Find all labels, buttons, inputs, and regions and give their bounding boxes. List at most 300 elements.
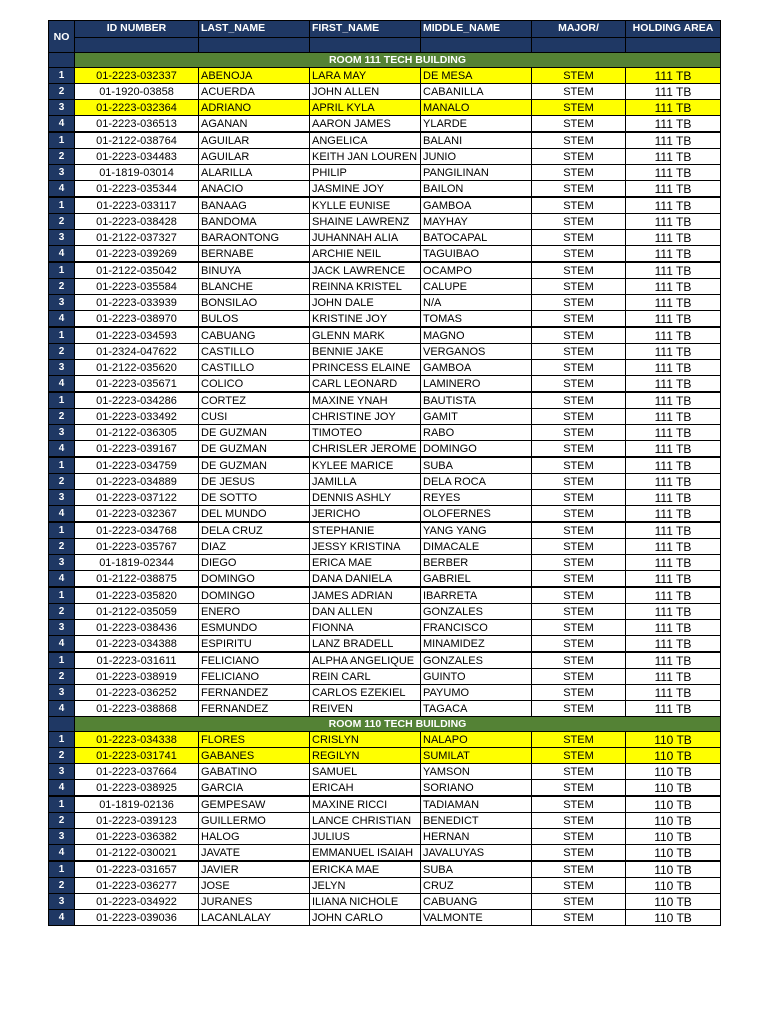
middle-name-cell[interactable]: REYES [421, 490, 532, 506]
major-cell[interactable]: STEM [532, 732, 626, 748]
last-name-cell[interactable]: AGUILAR [199, 149, 310, 165]
row-no-cell[interactable]: 2 [49, 813, 75, 829]
id-number-cell[interactable]: 01-2223-038436 [75, 620, 199, 636]
id-number-cell[interactable]: 01-2223-034593 [75, 327, 199, 344]
major-cell[interactable]: STEM [532, 910, 626, 926]
last-name-cell[interactable]: GUILLERMO [199, 813, 310, 829]
middle-name-cell[interactable]: MINAMIDEZ [421, 636, 532, 653]
last-name-cell[interactable]: DE JESUS [199, 474, 310, 490]
row-no-cell[interactable]: 2 [49, 669, 75, 685]
last-name-cell[interactable]: ABENOJA [199, 68, 310, 84]
middle-name-cell[interactable]: BAUTISTA [421, 392, 532, 409]
middle-name-cell[interactable]: CABANILLA [421, 84, 532, 100]
middle-name-cell[interactable]: IBARRETA [421, 587, 532, 604]
row-no-cell[interactable]: 3 [49, 295, 75, 311]
holding-area-cell[interactable]: 111 TB [626, 587, 721, 604]
row-no-cell[interactable]: 3 [49, 829, 75, 845]
id-number-cell[interactable]: 01-2223-033117 [75, 197, 199, 214]
last-name-cell[interactable]: BANDOMA [199, 214, 310, 230]
id-number-cell[interactable]: 01-2223-036252 [75, 685, 199, 701]
middle-name-cell[interactable]: BAILON [421, 181, 532, 198]
row-no-cell[interactable]: 1 [49, 262, 75, 279]
major-cell[interactable]: STEM [532, 84, 626, 100]
last-name-cell[interactable]: JURANES [199, 894, 310, 910]
middle-name-cell[interactable]: JUNIO [421, 149, 532, 165]
middle-name-cell[interactable]: YLARDE [421, 116, 532, 133]
middle-name-cell[interactable]: TOMAS [421, 311, 532, 328]
middle-name-cell[interactable]: SUMILAT [421, 748, 532, 764]
first-name-cell[interactable]: DAN ALLEN [310, 604, 421, 620]
id-number-cell[interactable]: 01-2223-034889 [75, 474, 199, 490]
id-number-cell[interactable]: 01-2223-035820 [75, 587, 199, 604]
major-cell[interactable]: STEM [532, 311, 626, 328]
row-no-cell[interactable]: 1 [49, 652, 75, 669]
last-name-cell[interactable]: ADRIANO [199, 100, 310, 116]
holding-area-cell[interactable]: 111 TB [626, 539, 721, 555]
first-name-cell[interactable]: PRINCESS ELAINE [310, 360, 421, 376]
holding-area-cell[interactable]: 111 TB [626, 620, 721, 636]
first-name-cell[interactable]: FIONNA [310, 620, 421, 636]
row-no-cell[interactable]: 1 [49, 796, 75, 813]
last-name-cell[interactable]: JAVATE [199, 845, 310, 862]
row-no-cell[interactable]: 4 [49, 376, 75, 393]
last-name-cell[interactable]: JAVIER [199, 861, 310, 878]
holding-area-cell[interactable]: 111 TB [626, 652, 721, 669]
id-number-cell[interactable]: 01-2223-034388 [75, 636, 199, 653]
major-cell[interactable]: STEM [532, 894, 626, 910]
id-number-cell[interactable]: 01-2223-038925 [75, 780, 199, 797]
first-name-cell[interactable]: STEPHANIE [310, 522, 421, 539]
major-cell[interactable]: STEM [532, 878, 626, 894]
first-name-cell[interactable]: PHILIP [310, 165, 421, 181]
last-name-cell[interactable]: BLANCHE [199, 279, 310, 295]
last-name-cell[interactable]: ESMUNDO [199, 620, 310, 636]
row-no-cell[interactable]: 1 [49, 327, 75, 344]
id-number-cell[interactable]: 01-2223-034922 [75, 894, 199, 910]
holding-area-cell[interactable]: 111 TB [626, 392, 721, 409]
row-no-cell[interactable]: 1 [49, 457, 75, 474]
id-number-cell[interactable]: 01-2223-035767 [75, 539, 199, 555]
first-name-cell[interactable]: MAXINE YNAH [310, 392, 421, 409]
first-name-cell[interactable]: JAMES ADRIAN [310, 587, 421, 604]
header-last-name[interactable]: LAST_NAME [199, 21, 310, 38]
major-cell[interactable]: STEM [532, 197, 626, 214]
row-no-cell[interactable]: 3 [49, 894, 75, 910]
row-no-cell[interactable]: 2 [49, 344, 75, 360]
major-cell[interactable]: STEM [532, 295, 626, 311]
row-no-cell[interactable]: 1 [49, 197, 75, 214]
id-number-cell[interactable]: 01-2223-036513 [75, 116, 199, 133]
first-name-cell[interactable]: JELYN [310, 878, 421, 894]
id-number-cell[interactable]: 01-2223-032367 [75, 506, 199, 523]
holding-area-cell[interactable]: 111 TB [626, 360, 721, 376]
middle-name-cell[interactable]: DE MESA [421, 68, 532, 84]
first-name-cell[interactable]: JULIUS [310, 829, 421, 845]
major-cell[interactable]: STEM [532, 230, 626, 246]
last-name-cell[interactable]: FERNANDEZ [199, 685, 310, 701]
holding-area-cell[interactable]: 110 TB [626, 878, 721, 894]
first-name-cell[interactable]: ALPHA ANGELIQUE [310, 652, 421, 669]
holding-area-cell[interactable]: 111 TB [626, 214, 721, 230]
last-name-cell[interactable]: JOSE [199, 878, 310, 894]
holding-area-cell[interactable]: 111 TB [626, 425, 721, 441]
major-cell[interactable]: STEM [532, 474, 626, 490]
row-no-cell[interactable]: 4 [49, 311, 75, 328]
id-number-cell[interactable]: 01-2223-038919 [75, 669, 199, 685]
major-cell[interactable]: STEM [532, 100, 626, 116]
holding-area-cell[interactable]: 111 TB [626, 474, 721, 490]
first-name-cell[interactable]: CHRISTINE JOY [310, 409, 421, 425]
first-name-cell[interactable]: DENNIS ASHLY [310, 490, 421, 506]
holding-area-cell[interactable]: 110 TB [626, 732, 721, 748]
last-name-cell[interactable]: DE GUZMAN [199, 457, 310, 474]
id-number-cell[interactable]: 01-2223-037122 [75, 490, 199, 506]
id-number-cell[interactable]: 01-2122-037327 [75, 230, 199, 246]
middle-name-cell[interactable]: MANALO [421, 100, 532, 116]
holding-area-cell[interactable]: 111 TB [626, 262, 721, 279]
holding-area-cell[interactable]: 111 TB [626, 376, 721, 393]
first-name-cell[interactable]: REINNA KRISTEL [310, 279, 421, 295]
major-cell[interactable]: STEM [532, 132, 626, 149]
row-no-cell[interactable]: 4 [49, 910, 75, 926]
holding-area-cell[interactable]: 111 TB [626, 522, 721, 539]
row-no-cell[interactable]: 3 [49, 165, 75, 181]
holding-area-cell[interactable]: 111 TB [626, 295, 721, 311]
holding-area-cell[interactable]: 111 TB [626, 506, 721, 523]
major-cell[interactable]: STEM [532, 701, 626, 717]
last-name-cell[interactable]: BINUYA [199, 262, 310, 279]
middle-name-cell[interactable]: GAMBOA [421, 197, 532, 214]
last-name-cell[interactable]: DIEGO [199, 555, 310, 571]
id-number-cell[interactable]: 01-2223-039167 [75, 441, 199, 458]
first-name-cell[interactable]: DANA DANIELA [310, 571, 421, 588]
last-name-cell[interactable]: ESPIRITU [199, 636, 310, 653]
major-cell[interactable]: STEM [532, 555, 626, 571]
first-name-cell[interactable]: REIN CARL [310, 669, 421, 685]
holding-area-cell[interactable]: 111 TB [626, 555, 721, 571]
id-number-cell[interactable]: 01-2223-034338 [75, 732, 199, 748]
row-no-cell[interactable]: 1 [49, 732, 75, 748]
row-no-cell[interactable]: 2 [49, 279, 75, 295]
id-number-cell[interactable]: 01-2122-035059 [75, 604, 199, 620]
major-cell[interactable]: STEM [532, 861, 626, 878]
id-number-cell[interactable]: 01-2223-038970 [75, 311, 199, 328]
middle-name-cell[interactable]: MAYHAY [421, 214, 532, 230]
header-holding-area[interactable]: HOLDING AREA [626, 21, 721, 38]
last-name-cell[interactable]: ANACIO [199, 181, 310, 198]
first-name-cell[interactable]: ERICAH [310, 780, 421, 797]
holding-area-cell[interactable]: 111 TB [626, 457, 721, 474]
last-name-cell[interactable]: ACUERDA [199, 84, 310, 100]
row-no-cell[interactable]: 2 [49, 409, 75, 425]
id-number-cell[interactable]: 01-2223-033492 [75, 409, 199, 425]
id-number-cell[interactable]: 01-2223-039123 [75, 813, 199, 829]
middle-name-cell[interactable]: GUINTO [421, 669, 532, 685]
holding-area-cell[interactable]: 111 TB [626, 84, 721, 100]
major-cell[interactable]: STEM [532, 780, 626, 797]
holding-area-cell[interactable]: 111 TB [626, 230, 721, 246]
middle-name-cell[interactable]: GAMBOA [421, 360, 532, 376]
id-number-cell[interactable]: 01-2223-036382 [75, 829, 199, 845]
holding-area-cell[interactable]: 111 TB [626, 409, 721, 425]
id-number-cell[interactable]: 01-2122-036305 [75, 425, 199, 441]
row-no-cell[interactable]: 4 [49, 441, 75, 458]
row-no-cell[interactable]: 3 [49, 360, 75, 376]
holding-area-cell[interactable]: 111 TB [626, 701, 721, 717]
id-number-cell[interactable]: 01-2223-037664 [75, 764, 199, 780]
header-middle-name[interactable]: MIDDLE_NAME [421, 21, 532, 38]
row-no-cell[interactable]: 4 [49, 780, 75, 797]
major-cell[interactable]: STEM [532, 571, 626, 588]
header-first-name[interactable]: FIRST_NAME [310, 21, 421, 38]
major-cell[interactable]: STEM [532, 149, 626, 165]
last-name-cell[interactable]: GABATINO [199, 764, 310, 780]
major-cell[interactable]: STEM [532, 344, 626, 360]
holding-area-cell[interactable]: 110 TB [626, 748, 721, 764]
first-name-cell[interactable]: REIVEN [310, 701, 421, 717]
row-no-cell[interactable]: 3 [49, 764, 75, 780]
holding-area-cell[interactable]: 110 TB [626, 796, 721, 813]
middle-name-cell[interactable]: CALUPE [421, 279, 532, 295]
holding-area-cell[interactable]: 110 TB [626, 829, 721, 845]
row-no-cell[interactable]: 1 [49, 522, 75, 539]
first-name-cell[interactable]: APRIL KYLA [310, 100, 421, 116]
last-name-cell[interactable]: DIAZ [199, 539, 310, 555]
holding-area-cell[interactable]: 111 TB [626, 116, 721, 133]
first-name-cell[interactable]: JOHN DALE [310, 295, 421, 311]
major-cell[interactable]: STEM [532, 669, 626, 685]
first-name-cell[interactable]: SAMUEL [310, 764, 421, 780]
row-no-cell[interactable]: 1 [49, 68, 75, 84]
first-name-cell[interactable]: CARL LEONARD [310, 376, 421, 393]
last-name-cell[interactable]: FELICIANO [199, 652, 310, 669]
middle-name-cell[interactable]: JAVALUYAS [421, 845, 532, 862]
id-number-cell[interactable]: 01-2223-039269 [75, 246, 199, 263]
holding-area-cell[interactable]: 111 TB [626, 327, 721, 344]
middle-name-cell[interactable]: SORIANO [421, 780, 532, 797]
major-cell[interactable]: STEM [532, 539, 626, 555]
major-cell[interactable]: STEM [532, 392, 626, 409]
holding-area-cell[interactable]: 111 TB [626, 441, 721, 458]
middle-name-cell[interactable]: BERBER [421, 555, 532, 571]
row-no-cell[interactable]: 4 [49, 636, 75, 653]
row-no-cell[interactable]: 2 [49, 84, 75, 100]
last-name-cell[interactable]: LACANLALAY [199, 910, 310, 926]
holding-area-cell[interactable]: 110 TB [626, 780, 721, 797]
first-name-cell[interactable]: ARCHIE NEIL [310, 246, 421, 263]
first-name-cell[interactable]: JASMINE JOY [310, 181, 421, 198]
middle-name-cell[interactable]: VALMONTE [421, 910, 532, 926]
last-name-cell[interactable]: CUSI [199, 409, 310, 425]
first-name-cell[interactable]: JACK LAWRENCE [310, 262, 421, 279]
row-no-cell[interactable]: 3 [49, 490, 75, 506]
row-no-cell[interactable]: 3 [49, 555, 75, 571]
middle-name-cell[interactable]: DELA ROCA [421, 474, 532, 490]
row-no-cell[interactable]: 4 [49, 246, 75, 263]
major-cell[interactable]: STEM [532, 376, 626, 393]
first-name-cell[interactable]: LANCE CHRISTIAN [310, 813, 421, 829]
id-number-cell[interactable]: 01-2223-038868 [75, 701, 199, 717]
row-no-cell[interactable]: 2 [49, 149, 75, 165]
major-cell[interactable]: STEM [532, 279, 626, 295]
last-name-cell[interactable]: DELA CRUZ [199, 522, 310, 539]
middle-name-cell[interactable]: LAMINERO [421, 376, 532, 393]
row-no-cell[interactable]: 2 [49, 214, 75, 230]
holding-area-cell[interactable]: 110 TB [626, 861, 721, 878]
major-cell[interactable]: STEM [532, 262, 626, 279]
room-label[interactable]: ROOM 111 TECH BUILDING [75, 53, 721, 68]
row-no-cell[interactable]: 4 [49, 571, 75, 588]
last-name-cell[interactable]: BANAAG [199, 197, 310, 214]
row-no-cell[interactable]: 2 [49, 539, 75, 555]
major-cell[interactable]: STEM [532, 620, 626, 636]
row-no-cell[interactable]: 3 [49, 100, 75, 116]
first-name-cell[interactable]: TIMOTEO [310, 425, 421, 441]
middle-name-cell[interactable]: YAMSON [421, 764, 532, 780]
first-name-cell[interactable]: JUHANNAH ALIA [310, 230, 421, 246]
holding-area-cell[interactable]: 111 TB [626, 246, 721, 263]
holding-area-cell[interactable]: 111 TB [626, 669, 721, 685]
id-number-cell[interactable]: 01-1819-02344 [75, 555, 199, 571]
id-number-cell[interactable]: 01-2122-035042 [75, 262, 199, 279]
middle-name-cell[interactable]: BATOCAPAL [421, 230, 532, 246]
first-name-cell[interactable]: EMMANUEL ISAIAH [310, 845, 421, 862]
middle-name-cell[interactable]: OLOFERNES [421, 506, 532, 523]
last-name-cell[interactable]: BONSILAO [199, 295, 310, 311]
id-number-cell[interactable]: 01-2122-038875 [75, 571, 199, 588]
first-name-cell[interactable]: LARA MAY [310, 68, 421, 84]
id-number-cell[interactable]: 01-2223-033939 [75, 295, 199, 311]
major-cell[interactable]: STEM [532, 652, 626, 669]
holding-area-cell[interactable]: 111 TB [626, 311, 721, 328]
holding-area-cell[interactable]: 110 TB [626, 845, 721, 862]
major-cell[interactable]: STEM [532, 425, 626, 441]
id-number-cell[interactable]: 01-2324-047622 [75, 344, 199, 360]
row-no-cell[interactable]: 2 [49, 604, 75, 620]
first-name-cell[interactable]: ERICA MAE [310, 555, 421, 571]
id-number-cell[interactable]: 01-2223-031741 [75, 748, 199, 764]
middle-name-cell[interactable]: GONZALES [421, 652, 532, 669]
middle-name-cell[interactable]: CABUANG [421, 894, 532, 910]
id-number-cell[interactable]: 01-2223-035344 [75, 181, 199, 198]
first-name-cell[interactable]: KYLLE EUNISE [310, 197, 421, 214]
id-number-cell[interactable]: 01-2223-034759 [75, 457, 199, 474]
first-name-cell[interactable]: GLENN MARK [310, 327, 421, 344]
last-name-cell[interactable]: CASTILLO [199, 344, 310, 360]
last-name-cell[interactable]: ALARILLA [199, 165, 310, 181]
last-name-cell[interactable]: BARAONTONG [199, 230, 310, 246]
id-number-cell[interactable]: 01-2223-035671 [75, 376, 199, 393]
middle-name-cell[interactable]: CRUZ [421, 878, 532, 894]
last-name-cell[interactable]: AGUILAR [199, 132, 310, 149]
header-id-number[interactable]: ID NUMBER [75, 21, 199, 38]
room-label[interactable]: ROOM 110 TECH BUILDING [75, 717, 721, 732]
major-cell[interactable]: STEM [532, 813, 626, 829]
major-cell[interactable]: STEM [532, 845, 626, 862]
middle-name-cell[interactable]: MAGNO [421, 327, 532, 344]
holding-area-cell[interactable]: 111 TB [626, 132, 721, 149]
id-number-cell[interactable]: 01-2223-032337 [75, 68, 199, 84]
holding-area-cell[interactable]: 111 TB [626, 181, 721, 198]
first-name-cell[interactable]: SHAINE LAWRENZ [310, 214, 421, 230]
last-name-cell[interactable]: DE GUZMAN [199, 425, 310, 441]
first-name-cell[interactable]: REGILYN [310, 748, 421, 764]
middle-name-cell[interactable]: NALAPO [421, 732, 532, 748]
last-name-cell[interactable]: DE GUZMAN [199, 441, 310, 458]
last-name-cell[interactable]: FELICIANO [199, 669, 310, 685]
holding-area-cell[interactable]: 110 TB [626, 764, 721, 780]
major-cell[interactable]: STEM [532, 604, 626, 620]
last-name-cell[interactable]: AGANAN [199, 116, 310, 133]
last-name-cell[interactable]: CORTEZ [199, 392, 310, 409]
id-number-cell[interactable]: 01-2122-035620 [75, 360, 199, 376]
id-number-cell[interactable]: 01-2223-034768 [75, 522, 199, 539]
last-name-cell[interactable]: HALOG [199, 829, 310, 845]
middle-name-cell[interactable]: YANG YANG [421, 522, 532, 539]
last-name-cell[interactable]: ENERO [199, 604, 310, 620]
holding-area-cell[interactable]: 111 TB [626, 636, 721, 653]
id-number-cell[interactable]: 01-2223-036277 [75, 878, 199, 894]
middle-name-cell[interactable]: RABO [421, 425, 532, 441]
middle-name-cell[interactable]: BALANI [421, 132, 532, 149]
row-no-cell[interactable]: 3 [49, 685, 75, 701]
major-cell[interactable]: STEM [532, 409, 626, 425]
major-cell[interactable]: STEM [532, 636, 626, 653]
holding-area-cell[interactable]: 110 TB [626, 813, 721, 829]
middle-name-cell[interactable]: GAMIT [421, 409, 532, 425]
middle-name-cell[interactable]: OCAMPO [421, 262, 532, 279]
row-no-cell[interactable]: 4 [49, 181, 75, 198]
first-name-cell[interactable]: KRISTINE JOY [310, 311, 421, 328]
row-no-cell[interactable]: 3 [49, 425, 75, 441]
major-cell[interactable]: STEM [532, 116, 626, 133]
major-cell[interactable]: STEM [532, 165, 626, 181]
middle-name-cell[interactable]: DOMINGO [421, 441, 532, 458]
last-name-cell[interactable]: DE SOTTO [199, 490, 310, 506]
first-name-cell[interactable]: CARLOS EZEKIEL [310, 685, 421, 701]
holding-area-cell[interactable]: 111 TB [626, 344, 721, 360]
holding-area-cell[interactable]: 111 TB [626, 165, 721, 181]
major-cell[interactable]: STEM [532, 327, 626, 344]
row-no-cell[interactable]: 4 [49, 701, 75, 717]
major-cell[interactable]: STEM [532, 68, 626, 84]
first-name-cell[interactable]: CRISLYN [310, 732, 421, 748]
row-no-cell[interactable]: 1 [49, 861, 75, 878]
header-major[interactable]: MAJOR/ [532, 21, 626, 38]
middle-name-cell[interactable]: SUBA [421, 861, 532, 878]
holding-area-cell[interactable]: 111 TB [626, 100, 721, 116]
holding-area-cell[interactable]: 111 TB [626, 149, 721, 165]
holding-area-cell[interactable]: 111 TB [626, 68, 721, 84]
middle-name-cell[interactable]: PANGILINAN [421, 165, 532, 181]
first-name-cell[interactable]: JOHN CARLO [310, 910, 421, 926]
id-number-cell[interactable]: 01-2223-032364 [75, 100, 199, 116]
major-cell[interactable]: STEM [532, 829, 626, 845]
middle-name-cell[interactable]: VERGANOS [421, 344, 532, 360]
last-name-cell[interactable]: DOMINGO [199, 571, 310, 588]
id-number-cell[interactable]: 01-1920-03858 [75, 84, 199, 100]
major-cell[interactable]: STEM [532, 490, 626, 506]
row-no-cell[interactable]: 3 [49, 620, 75, 636]
row-no-cell[interactable]: 4 [49, 506, 75, 523]
id-number-cell[interactable]: 01-2223-035584 [75, 279, 199, 295]
holding-area-cell[interactable]: 111 TB [626, 197, 721, 214]
first-name-cell[interactable]: KEITH JAN LOUREN [310, 149, 421, 165]
middle-name-cell[interactable]: TADIAMAN [421, 796, 532, 813]
id-number-cell[interactable]: 01-2223-039036 [75, 910, 199, 926]
major-cell[interactable]: STEM [532, 360, 626, 376]
first-name-cell[interactable]: JERICHO [310, 506, 421, 523]
